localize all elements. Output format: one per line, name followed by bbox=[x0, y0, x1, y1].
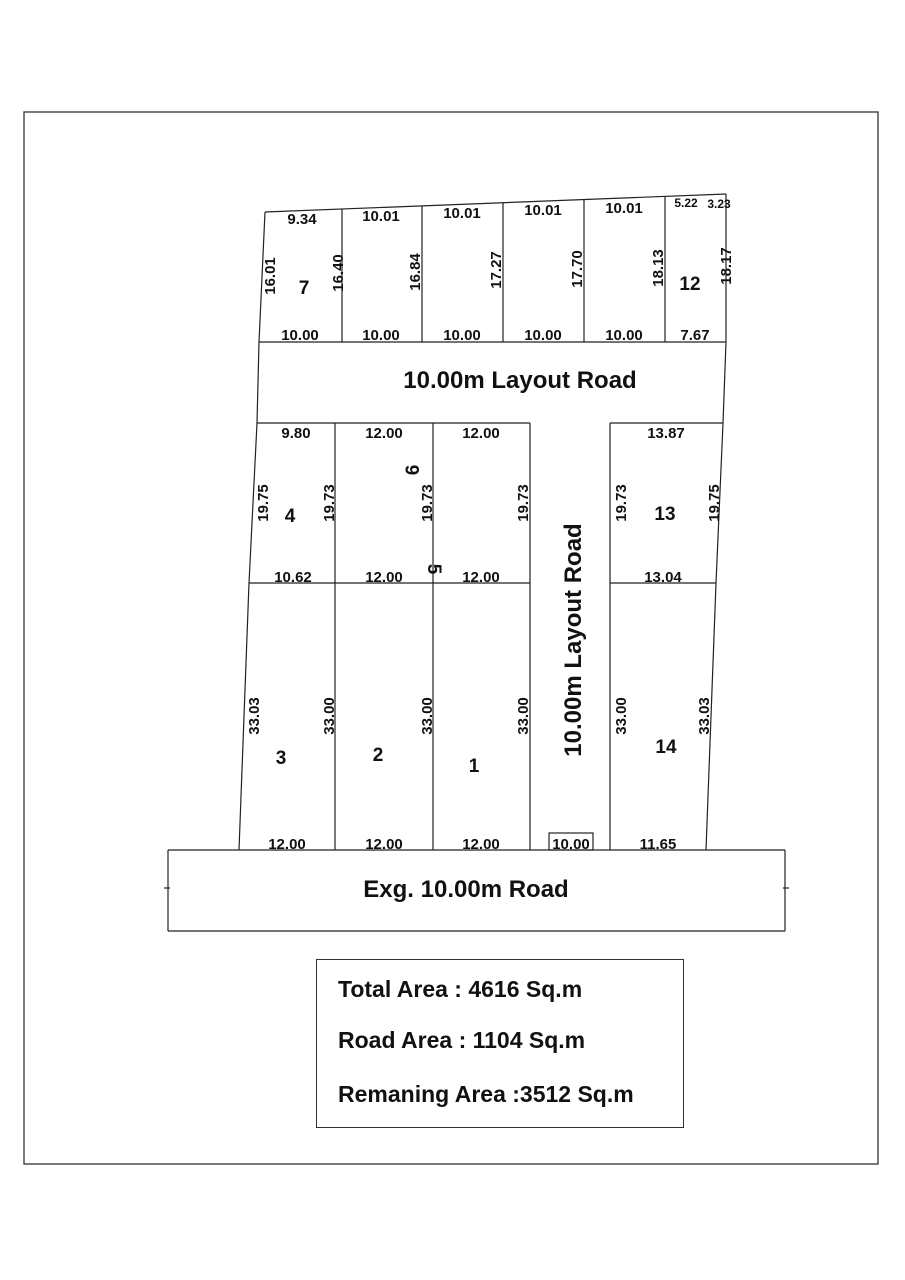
dim-label: 10.62 bbox=[274, 569, 312, 586]
vertical-layout-road bbox=[530, 423, 610, 850]
dim-label: 12.00 bbox=[462, 836, 500, 853]
lot-number: 12 bbox=[679, 274, 701, 295]
lot-number: 1 bbox=[468, 756, 480, 777]
dim-label: 12.00 bbox=[462, 569, 500, 586]
dim-label: 10.00 bbox=[362, 327, 400, 344]
lot-numbers bbox=[276, 274, 701, 777]
dim-label: 33.03 bbox=[696, 697, 713, 735]
dim-label: 7.67 bbox=[680, 327, 710, 344]
dim-label: 33.00 bbox=[515, 697, 532, 735]
dim-label: 16.40 bbox=[330, 254, 347, 292]
total-area-text: Total Area : 4616 Sq.m bbox=[338, 976, 583, 1002]
bottom-row-dimensions bbox=[246, 697, 713, 853]
dim-label: 10.00 bbox=[281, 327, 319, 344]
dim-label: 5.22 bbox=[674, 196, 698, 210]
remaining-area-text: Remaning Area :3512 Sq.m bbox=[338, 1081, 634, 1107]
lot-number: 6 bbox=[403, 464, 424, 476]
lot-number: 14 bbox=[655, 737, 677, 758]
dim-label: 10.00 bbox=[552, 836, 590, 853]
lot-number: 5 bbox=[423, 563, 444, 575]
dim-label: 10.01 bbox=[443, 205, 481, 222]
dim-label: 9.34 bbox=[287, 211, 317, 228]
dim-label: 12.00 bbox=[365, 569, 403, 586]
bottom-row-plots bbox=[239, 583, 716, 850]
lot-number: 7 bbox=[298, 278, 310, 299]
dim-label: 3.23 bbox=[707, 197, 731, 211]
dim-label: 33.00 bbox=[419, 697, 436, 735]
top-layout-road bbox=[257, 342, 726, 423]
top-layout-road-label: 10.00m Layout Road bbox=[403, 367, 637, 394]
dim-label: 19.75 bbox=[706, 484, 723, 522]
dim-label: 19.75 bbox=[255, 484, 272, 522]
dim-label: 18.17 bbox=[718, 247, 735, 285]
dim-label: 33.03 bbox=[246, 697, 263, 735]
dim-label: 12.00 bbox=[268, 836, 306, 853]
dim-label: 11.65 bbox=[639, 836, 677, 853]
dim-label: 10.00 bbox=[443, 327, 481, 344]
dim-label: 10.00 bbox=[605, 327, 643, 344]
dim-label: 13.87 bbox=[647, 425, 685, 442]
area-summary-box bbox=[316, 959, 684, 1128]
dim-label: 13.04 bbox=[644, 569, 682, 586]
dim-label: 19.73 bbox=[515, 484, 532, 522]
dim-label: 19.73 bbox=[321, 484, 338, 522]
dim-label: 33.00 bbox=[321, 697, 338, 735]
existing-road bbox=[164, 850, 789, 931]
existing-road-label: Exg. 10.00m Road bbox=[363, 876, 569, 903]
dim-label: 10.01 bbox=[605, 200, 643, 217]
dim-label: 9.80 bbox=[281, 425, 311, 442]
dim-label: 17.70 bbox=[569, 250, 586, 288]
dim-label: 19.73 bbox=[613, 484, 630, 522]
dim-label: 12.00 bbox=[462, 425, 500, 442]
road-area-text: Road Area : 1104 Sq.m bbox=[338, 1027, 586, 1053]
middle-row-dimensions bbox=[255, 425, 723, 586]
lot-number: 13 bbox=[654, 504, 676, 525]
vertical-layout-road-label: 10.00m Layout Road bbox=[560, 523, 587, 757]
dim-label: 16.84 bbox=[407, 253, 424, 291]
lot-number: 2 bbox=[372, 745, 384, 766]
lot-number: 3 bbox=[275, 748, 287, 769]
dim-label: 16.01 bbox=[262, 257, 279, 295]
dim-label: 33.00 bbox=[613, 697, 630, 735]
lot-number: 4 bbox=[284, 506, 296, 527]
dim-label: 12.00 bbox=[365, 836, 403, 853]
dim-label: 10.01 bbox=[524, 202, 562, 219]
dim-label: 18.13 bbox=[650, 249, 667, 287]
dim-label: 12.00 bbox=[365, 425, 403, 442]
top-row-dimensions bbox=[262, 196, 735, 344]
dim-label: 17.27 bbox=[488, 251, 505, 289]
dim-label: 10.00 bbox=[524, 327, 562, 344]
dim-label: 10.01 bbox=[362, 208, 400, 225]
dim-label: 19.73 bbox=[419, 484, 436, 522]
